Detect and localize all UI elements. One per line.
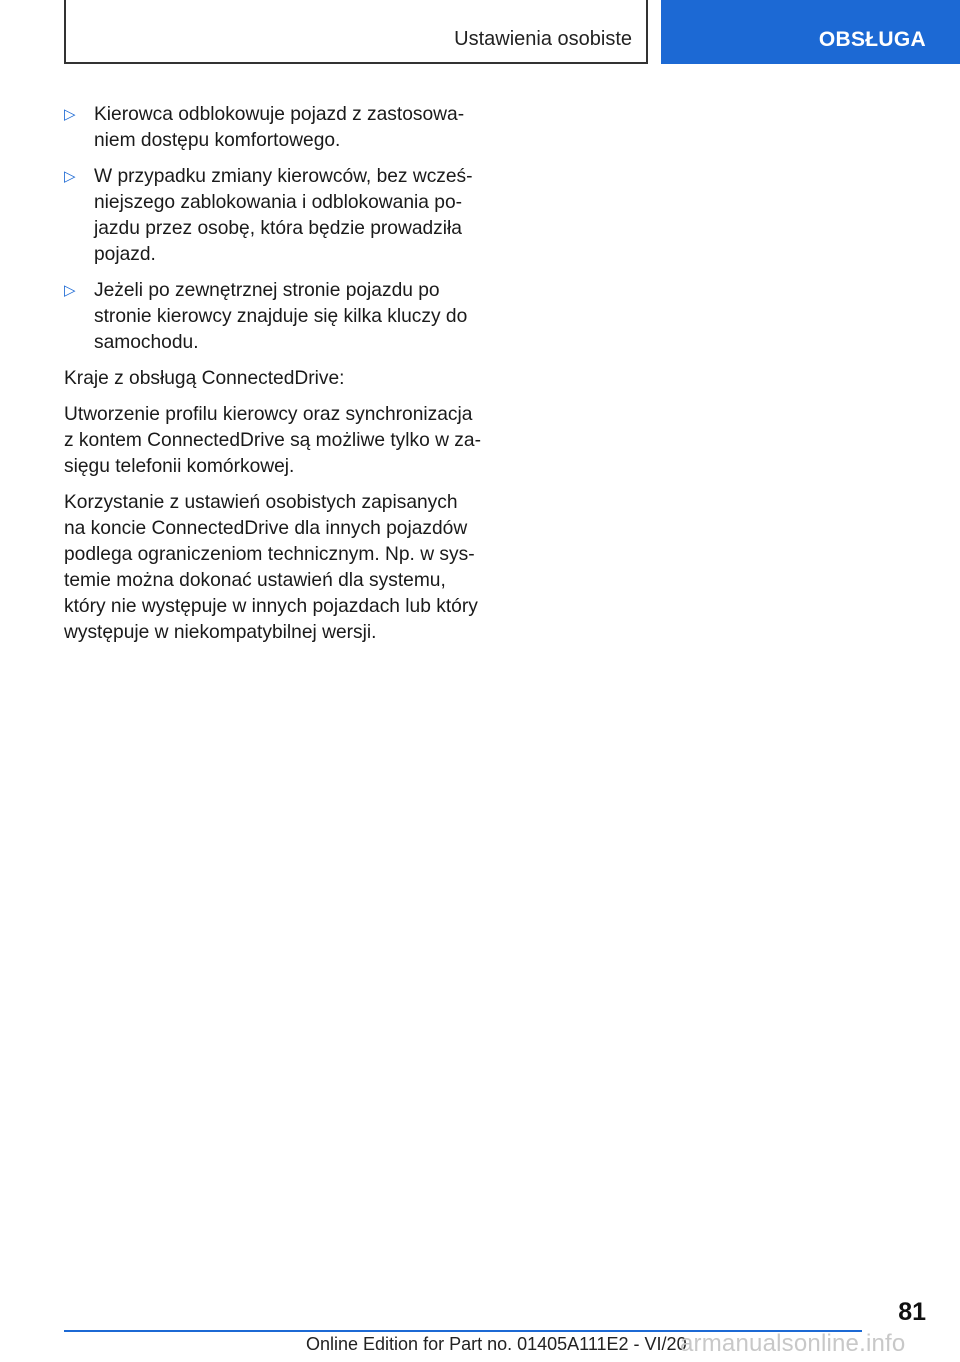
bullet-list xyxy=(64,102,484,356)
main-content xyxy=(64,102,484,656)
section-title: Ustawienia osobiste xyxy=(454,28,632,50)
list-item-text: Kierowca odblokowuje pojazd z zastosowaniem dostępu komfortowego. xyxy=(94,104,465,151)
page-number: 81 xyxy=(898,1298,926,1326)
list-item xyxy=(64,278,484,356)
list-item-text: W przypadku zmiany kierowców, bez wcześniejszego zablokowania i odblokowania pojazdu przez osobę, która będzie prowadziła pojazd. xyxy=(94,166,473,265)
paragraph: Kraje z obsługą ConnectedDrive: xyxy=(64,368,345,389)
chapter-tab xyxy=(661,0,960,64)
triangle-bullet-icon: ▷ xyxy=(64,106,76,123)
paragraph: Utworzenie profilu kierowcy oraz synchronizacja z kontem ConnectedDrive są możliwe tylko w zasięgu telefonii komórkowej. xyxy=(64,404,481,477)
list-item xyxy=(64,102,484,154)
list-item xyxy=(64,164,484,268)
triangle-bullet-icon: ▷ xyxy=(64,282,76,299)
edition-note: Online Edition for Part no. 01405A111E2 - VI/20 xyxy=(306,1334,687,1354)
watermark: armanualsonline.info xyxy=(680,1330,906,1357)
running-header-box xyxy=(64,0,648,64)
triangle-bullet-icon: ▷ xyxy=(64,168,76,185)
chapter-title: OBSŁUGA xyxy=(818,28,926,51)
paragraph: Korzystanie z ustawień osobistych zapisanych na koncie ConnectedDrive dla innych pojazdów podlega ograniczeniom technicznym. Np. w systemie można dokonać ustawień dla systemu, który nie występuje w innych pojazdach lub który występuje w niekompatybilnej wersji. xyxy=(64,492,478,643)
list-item-text: Jeżeli po zewnętrznej stronie pojazdu po stronie kierowcy znajduje się kilka kluczy do samochodu. xyxy=(94,280,468,353)
